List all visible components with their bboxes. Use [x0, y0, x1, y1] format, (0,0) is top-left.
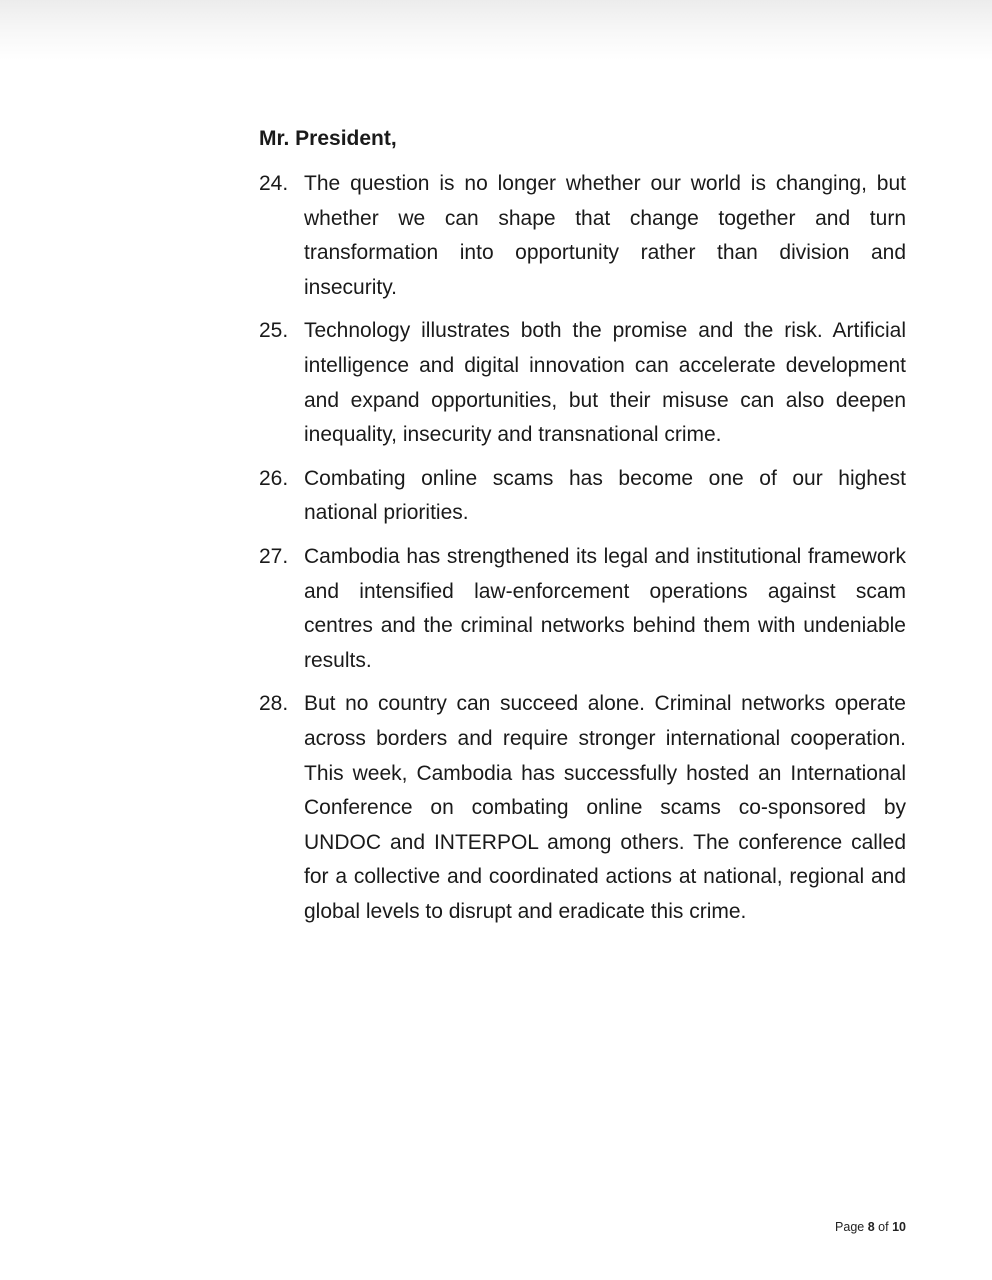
of-label: of [878, 1220, 889, 1234]
numbered-paragraph [259, 314, 906, 452]
salutation: Mr. President, [259, 127, 397, 150]
page-number-footer [835, 1218, 906, 1236]
paragraph-text: The question is no longer whether our world is changing, but whether we can shape that change together and turn transformation into opportunity rather than division and insecurity. [304, 172, 906, 299]
current-page-number: 8 [867, 1220, 875, 1234]
paragraph-text: Technology illustrates both the promise and the risk. Artificial intelligence and digital innovation can accelerate development and expand opportunities, but their misuse can also deepen inequality, insecurity and transnational crime. [304, 319, 906, 447]
numbered-paragraph [259, 540, 906, 678]
numbered-paragraph [259, 687, 906, 929]
paragraph-number: 27. [259, 544, 289, 568]
paragraph-text: But no country can succeed alone. Criminal networks operate across borders and require stronger international cooperation. This week, Cambodia has successfully hosted an International Conference on combating online scams co-sponsored by UNDOC and INTERPOL among others. The conference called for a collective and coordinated actions at national, regional and global levels to disrupt and eradicate this crime. [304, 692, 906, 923]
page-label: Page [835, 1220, 865, 1234]
paragraph-number: 28. [259, 692, 289, 716]
paragraph-text: Combating online scams has become one of our highest national priorities. [304, 466, 906, 525]
paragraph-text: Cambodia has strengthened its legal and institutional framework and intensified law-enforcement operations against scam centres and the criminal networks behind them with undeniable results. [304, 544, 906, 672]
paragraph-number: 24. [259, 172, 289, 195]
total-pages-number: 10 [892, 1220, 906, 1234]
numbered-paragraph [259, 462, 906, 531]
numbered-paragraph-list [259, 167, 906, 938]
paragraph-number: 25. [259, 319, 289, 343]
numbered-paragraph [259, 167, 906, 305]
paragraph-number: 26. [259, 466, 289, 490]
